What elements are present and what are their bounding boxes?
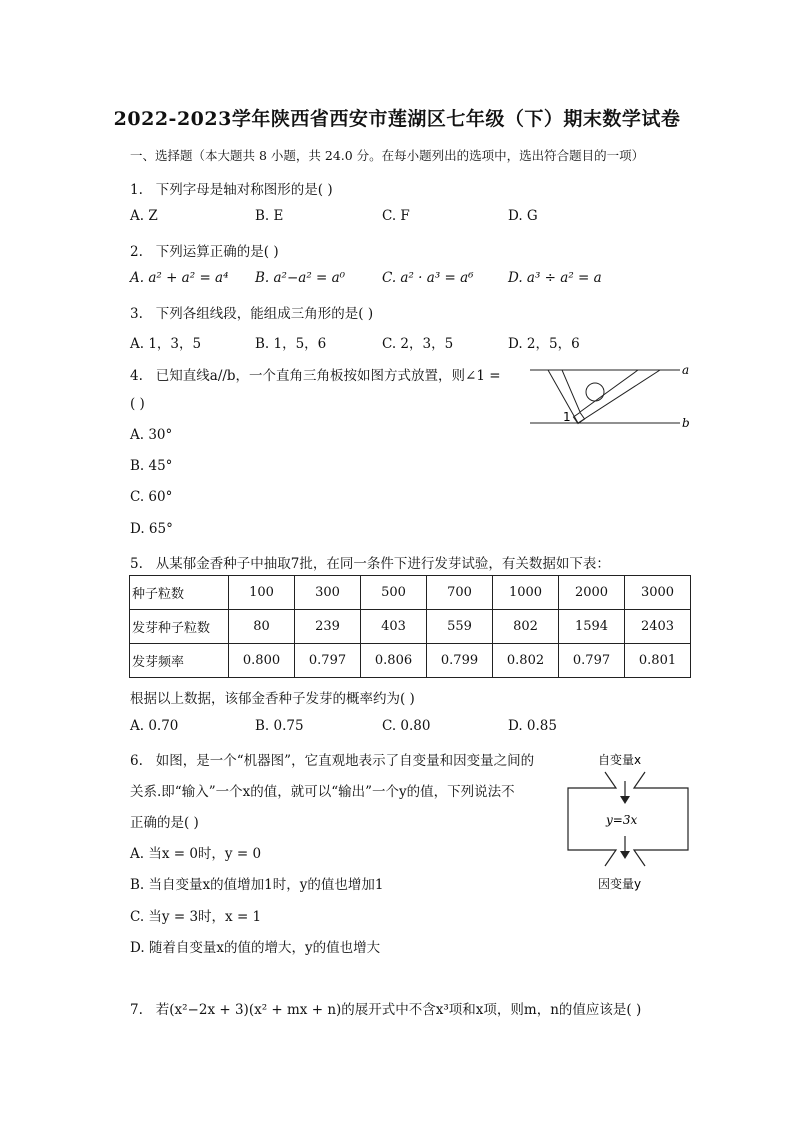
ruler-hole [586, 383, 604, 401]
table-cell: 0.799 [427, 644, 493, 678]
option-a: A. 30° [130, 427, 173, 443]
label-b: b [682, 416, 690, 430]
option-c: C. 当y = 3时，x = 1 [130, 909, 262, 925]
question-stem: 下列运算正确的是( ) [155, 244, 279, 260]
question-5 [130, 552, 610, 572]
label-a: a [682, 363, 690, 377]
input-arrow-head [620, 796, 630, 804]
table-cell: 3000 [625, 576, 691, 610]
option-d: D. 2，5，6 [508, 336, 580, 352]
question-stem: 若(x²−2x + 3)(x² + mx + n)的展开式中不含x³项和x项，则m，n的值应该是( ) [155, 1002, 642, 1018]
question-number: 2. [130, 244, 143, 260]
exam-title: 2022-2023学年陕西省西安市莲湖区七年级（下）期末数学试卷 [113, 108, 681, 130]
question-number: 5. [130, 556, 143, 572]
angle-1-label: 1 [563, 410, 571, 424]
machine-right-wall [634, 772, 688, 866]
question-6-line-2: 关系.即“输入”一个x的值，就可以“输出”一个y的值，下列说法不 [130, 784, 515, 800]
question-6 [130, 749, 534, 769]
table-cell: 0.801 [625, 644, 691, 678]
table-cell: 发芽种子粒数 [130, 610, 229, 644]
option-b: B. 0.75 [255, 718, 304, 734]
option-a: A. 0.70 [130, 718, 179, 734]
question-1 [130, 178, 333, 198]
table-cell: 802 [493, 610, 559, 644]
option-c: C. 60° [130, 489, 173, 505]
option-d: D. 0.85 [508, 718, 557, 734]
table-cell: 80 [229, 610, 295, 644]
option-b: B. 当自变量x的值增加1时，y的值也增加1 [130, 877, 384, 893]
option-c: C. F [382, 208, 410, 224]
option-c: C. 2，3，5 [382, 336, 454, 352]
table-cell: 0.797 [559, 644, 625, 678]
question-4-bracket: ( ) [130, 396, 145, 412]
question-4 [130, 364, 501, 384]
table-cell: 2403 [625, 610, 691, 644]
question-number: 7. [130, 1002, 143, 1018]
table-cell: 发芽频率 [130, 644, 229, 678]
output-arrow-head [620, 851, 630, 859]
table-cell: 2000 [559, 576, 625, 610]
question-stem: 下列各组线段，能组成三角形的是( ) [155, 306, 374, 322]
table-cell: 700 [427, 576, 493, 610]
question-number: 4. [130, 368, 143, 384]
option-a: A. a² + a² = a⁴ [130, 270, 229, 286]
question-stem: 如图，是一个“机器图”，它直观地表示了自变量和因变量之间的 [155, 753, 535, 769]
option-c: C. a² · a³ = a⁶ [382, 270, 474, 286]
table-cell: 100 [229, 576, 295, 610]
question-stem: 下列字母是轴对称图形的是( ) [155, 182, 333, 198]
table-row [130, 644, 691, 678]
table-cell: 1594 [559, 610, 625, 644]
machine-formula: y=3x [606, 813, 638, 827]
question-7 [130, 998, 641, 1018]
option-b: B. 1，5，6 [255, 336, 327, 352]
table-cell: 1000 [493, 576, 559, 610]
table-cell: 0.806 [361, 644, 427, 678]
table-cell: 500 [361, 576, 427, 610]
table-row [130, 610, 691, 644]
question-3 [130, 302, 373, 322]
option-d: D. 随着自变量x的值的增大，y的值也增大 [130, 940, 381, 956]
option-d: D. G [508, 208, 538, 224]
question-stem: 已知直线a//b，一个直角三角板按如图方式放置，则∠1 = [155, 368, 501, 384]
table-cell: 403 [361, 610, 427, 644]
table-cell: 239 [295, 610, 361, 644]
table-cell: 0.802 [493, 644, 559, 678]
germination-table [129, 575, 691, 678]
option-a: A. 1，3，5 [130, 336, 202, 352]
parallel-lines-figure [520, 360, 700, 435]
option-c: C. 0.80 [382, 718, 431, 734]
option-d: D. 65° [130, 521, 173, 537]
question-number: 3. [130, 306, 143, 322]
table-cell: 0.797 [295, 644, 361, 678]
option-b: B. E [255, 208, 284, 224]
option-d: D. a³ ÷ a² = a [508, 270, 602, 286]
table-cell: 0.800 [229, 644, 295, 678]
question-number: 6. [130, 753, 143, 769]
question-6-line-3: 正确的是( ) [130, 815, 199, 831]
output-label: 因变量y [598, 877, 642, 891]
table-cell: 种子粒数 [130, 576, 229, 610]
table-row [130, 576, 691, 610]
question-stem: 从某郁金香种子中抽取7批，在同一条件下进行发芽试验，有关数据如下表： [155, 556, 610, 572]
machine-diagram [560, 748, 700, 898]
table-cell: 300 [295, 576, 361, 610]
option-a: A. Z [130, 208, 158, 224]
question-5-prompt: 根据以上数据，该郁金香种子发芽的概率约为( ) [130, 691, 415, 707]
option-b: B. a²−a² = a⁰ [255, 270, 346, 286]
input-label: 自变量x [598, 753, 642, 767]
question-number: 1. [130, 182, 143, 198]
question-2 [130, 240, 279, 260]
option-b: B. 45° [130, 458, 173, 474]
option-a: A. 当x = 0时，y = 0 [130, 846, 262, 862]
table-cell: 559 [427, 610, 493, 644]
section-heading: 一、选择题（本大题共 8 小题，共 24.0 分。在每小题列出的选项中，选出符合题目的一项） [130, 148, 645, 163]
